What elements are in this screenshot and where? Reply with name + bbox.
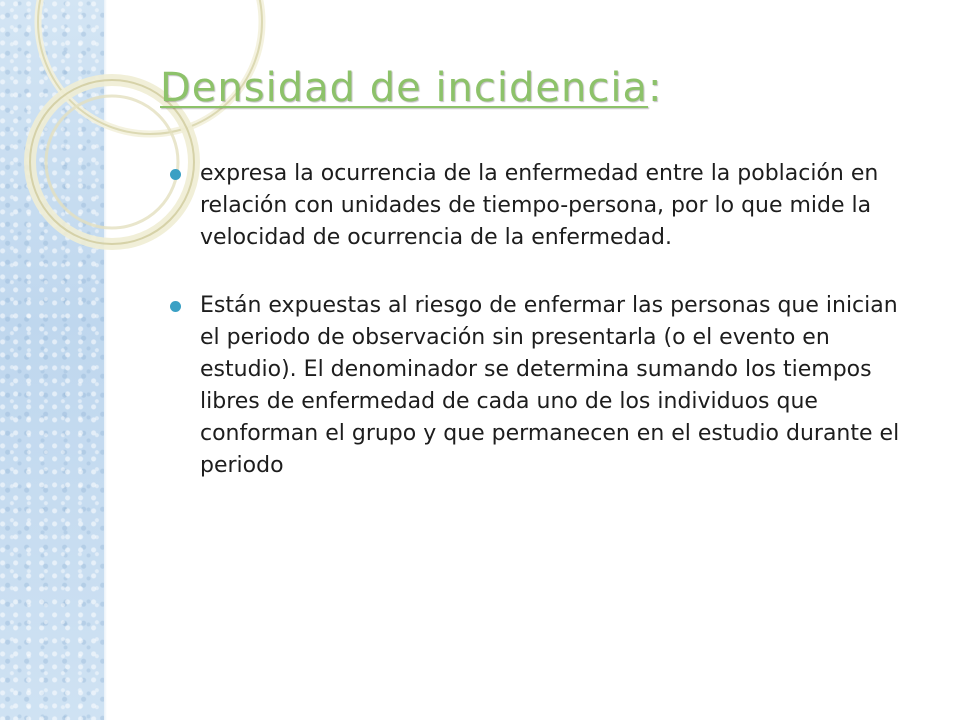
bullet-text: Están expuestas al riesgo de enfermar las personas que inician el periodo de observación sin presentarla (o el evento en estudio). El denominador se determina sumando los tiempos libres de enfermedad de cada uno de los individuos que conforman el grupo y que permanecen en el estudio durante el periodo — [200, 293, 900, 478]
bullet-text: expresa la ocurrencia de la enfermedad entre la población en relación con unidades de tiempo-persona, por lo que mide la velocidad de ocurrencia de la enfermedad. — [200, 161, 879, 250]
title-link[interactable]: Densidad de incidencia — [160, 65, 648, 111]
bullet-dot-icon — [170, 169, 181, 180]
decorative-rings-icon — [0, 0, 130, 260]
slide-title — [160, 66, 662, 110]
title-colon: : — [647, 65, 663, 111]
bullet-dot-icon — [170, 301, 181, 312]
bullet-item-definition — [170, 158, 920, 254]
bullet-item-exposure — [170, 290, 920, 482]
bullet-list — [170, 158, 920, 482]
